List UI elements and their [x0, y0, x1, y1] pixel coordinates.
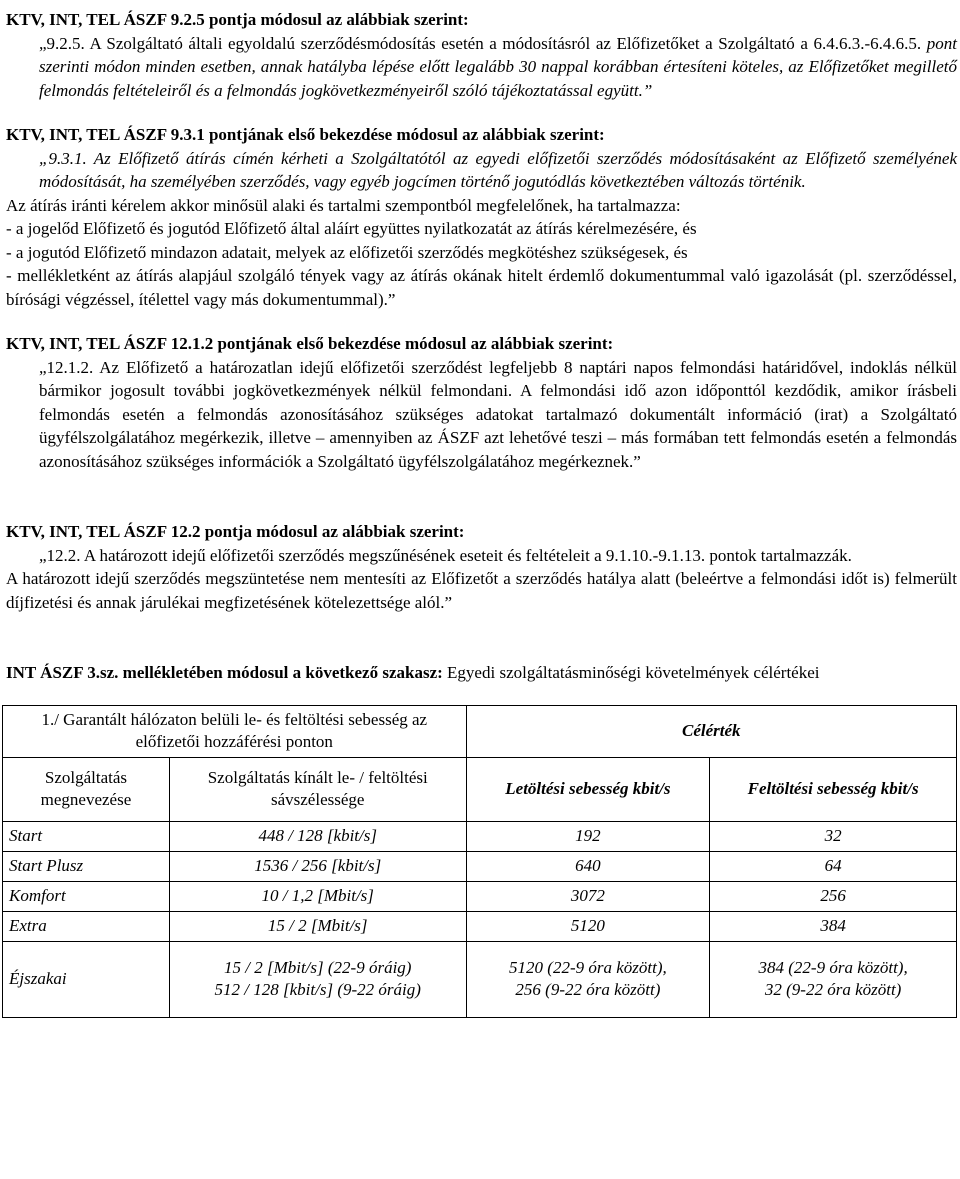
upload-cell: 64: [710, 851, 957, 881]
upload-cell: 256: [710, 881, 957, 911]
col-header-bandwidth: Szolgáltatás kínált le- / feltöltési sávszélessége: [169, 757, 466, 821]
section-12-1-2: [6, 332, 957, 473]
service-name: Éjszakai: [3, 941, 170, 1017]
section-paragraph: A határozott idejű szerződés megszüntetése nem mentesíti az Előfizetőt a szerződés hatálya alatt (beleértve a felmondási időt is) felmerült díjfizetési és annak járulékai megfizetésének kötelezettsége alól.”: [6, 569, 957, 612]
bandwidth-cell: 15 / 2 [Mbit/s]: [169, 911, 466, 941]
table-row: [3, 851, 957, 881]
section-paragraph: „9.3.1. Az Előfizető átírás címén kérheti a Szolgáltatótól az egyedi előfizetői szerződés módosításaként az Előfizető személyének módosítását, ha személyében szerződés, vagy egyéb jogcímen történő jogutódlás következtében változás történik.: [39, 148, 957, 191]
section-line: - mellékletként az átírás alapjául szolgáló tények vagy az átírás okának hitelt érdemlő dokumentummal való igazolását (pl. szerződéssel, bírósági végzéssel, ítélettel vagy más dokumentummal).”: [6, 266, 957, 309]
bandwidth-cell: 1536 / 256 [kbit/s]: [169, 851, 466, 881]
section-paragraph: „9.2.5. A Szolgáltató általi egyoldalú szerződésmódosítás esetén a módosításról az Előfizetőket a Szolgáltató a 6.4.6.3.-6.4.6.5. pont szerinti módon minden esetben, annak hatályba lépése előtt legalább 30 nappal korábban értesíteni köteles, az Előfizetőket megillető felmondás feltételeiről és a felmondás jogkövetkezményeiről szóló tájékoztatással együtt.”: [39, 33, 957, 100]
upload-cell: 384: [710, 911, 957, 941]
section-heading: KTV, INT, TEL ÁSZF 12.1.2 pontjának első bekezdése módosul az alábbiak szerint:: [6, 334, 614, 353]
section-paragraph: „12.2. A határozott idejű előfizetői szerződés megszűnésének eseteit és feltételeit a 9.1.10.-9.1.13. pontok tartalmazzák.: [39, 545, 852, 565]
download-cell: 3072: [466, 881, 710, 911]
section-heading: KTV, INT, TEL ÁSZF 9.3.1 pontjának első bekezdése módosul az alábbiak szerint:: [6, 125, 605, 144]
download-cell: 192: [466, 821, 710, 851]
section-heading: KTV, INT, TEL ÁSZF 9.2.5 pontja módosul az alábbiak szerint:: [6, 10, 469, 29]
col-header-download: Letöltési sebesség kbit/s: [466, 757, 710, 821]
table-title: 1./ Garantált hálózaton belüli le- és feltöltési sebesség az előfizetői hozzáférési ponton: [3, 705, 467, 757]
download-cell: 5120: [466, 911, 710, 941]
table-row: [3, 941, 957, 1017]
section-paragraph: „12.1.2. Az Előfizető a határozatlan idejű előfizetői szerződést legfeljebb 8 naptári napos felmondási határidővel, indoklás nélkül bármikor jogosult további jogkövetkezmények nélkül felmondani. A felmondási idő azon időponttól kezdődik, amikor írásbeli felmondás esetén a felmondás azonosításához szükséges adatokat tartalmazó dokumentált információ (irat) a Szolgáltató ügyfélszolgálatához megérkezik, illetve – amennyiben az ÁSZF azt lehetővé teszi – más formában tett felmondás esetén a felmondás azonosításához szükséges információk a Szolgáltató ügyfélszolgálatához megérkeznek.”: [39, 357, 957, 471]
download-cell: 640: [466, 851, 710, 881]
section-9-3-1: [6, 123, 957, 311]
service-name: Extra: [3, 911, 170, 941]
upload-cell: 384 (22-9 óra között), 32 (9-22 óra között): [710, 941, 957, 1017]
table-row: [3, 881, 957, 911]
bandwidth-cell: 15 / 2 [Mbit/s] (22-9 óráig) 512 / 128 [kbit/s] (9-22 óráig): [169, 941, 466, 1017]
bandwidth-cell: 10 / 1,2 [Mbit/s]: [169, 881, 466, 911]
service-name: Komfort: [3, 881, 170, 911]
section-line: - a jogutód Előfizető mindazon adatait, melyek az előfizetői szerződés megkötéshez szükségesek, és: [6, 242, 688, 262]
bandwidth-cell: 448 / 128 [kbit/s]: [169, 821, 466, 851]
section-9-2-5: [6, 8, 957, 102]
speed-table: [2, 705, 957, 1018]
section-line: Az átírás iránti kérelem akkor minősül alaki és tartalmi szempontból megfelelőnek, ha tartalmazza:: [6, 195, 681, 215]
col-header-service: Szolgáltatás megnevezése: [3, 757, 170, 821]
section-12-2: [6, 520, 957, 614]
upload-cell: 32: [710, 821, 957, 851]
table-row: [3, 911, 957, 941]
download-cell: 5120 (22-9 óra között), 256 (9-22 óra között): [466, 941, 710, 1017]
table-row: [3, 821, 957, 851]
section-heading: INT ÁSZF 3.sz. mellékletében módosul a következő szakasz: Egyedi szolgáltatásminőségi követelmények célértékei: [6, 663, 820, 682]
section-annex-3: [6, 661, 957, 685]
table-target-header: Célérték: [466, 705, 956, 757]
section-heading: KTV, INT, TEL ÁSZF 12.2 pontja módosul az alábbiak szerint:: [6, 522, 465, 541]
service-name: Start Plusz: [3, 851, 170, 881]
col-header-upload: Feltöltési sebesség kbit/s: [710, 757, 957, 821]
section-line: - a jogelőd Előfizető és jogutód Előfizető által aláírt együttes nyilatkozatát az átírás kérelmezésére, és: [6, 219, 697, 238]
service-name: Start: [3, 821, 170, 851]
